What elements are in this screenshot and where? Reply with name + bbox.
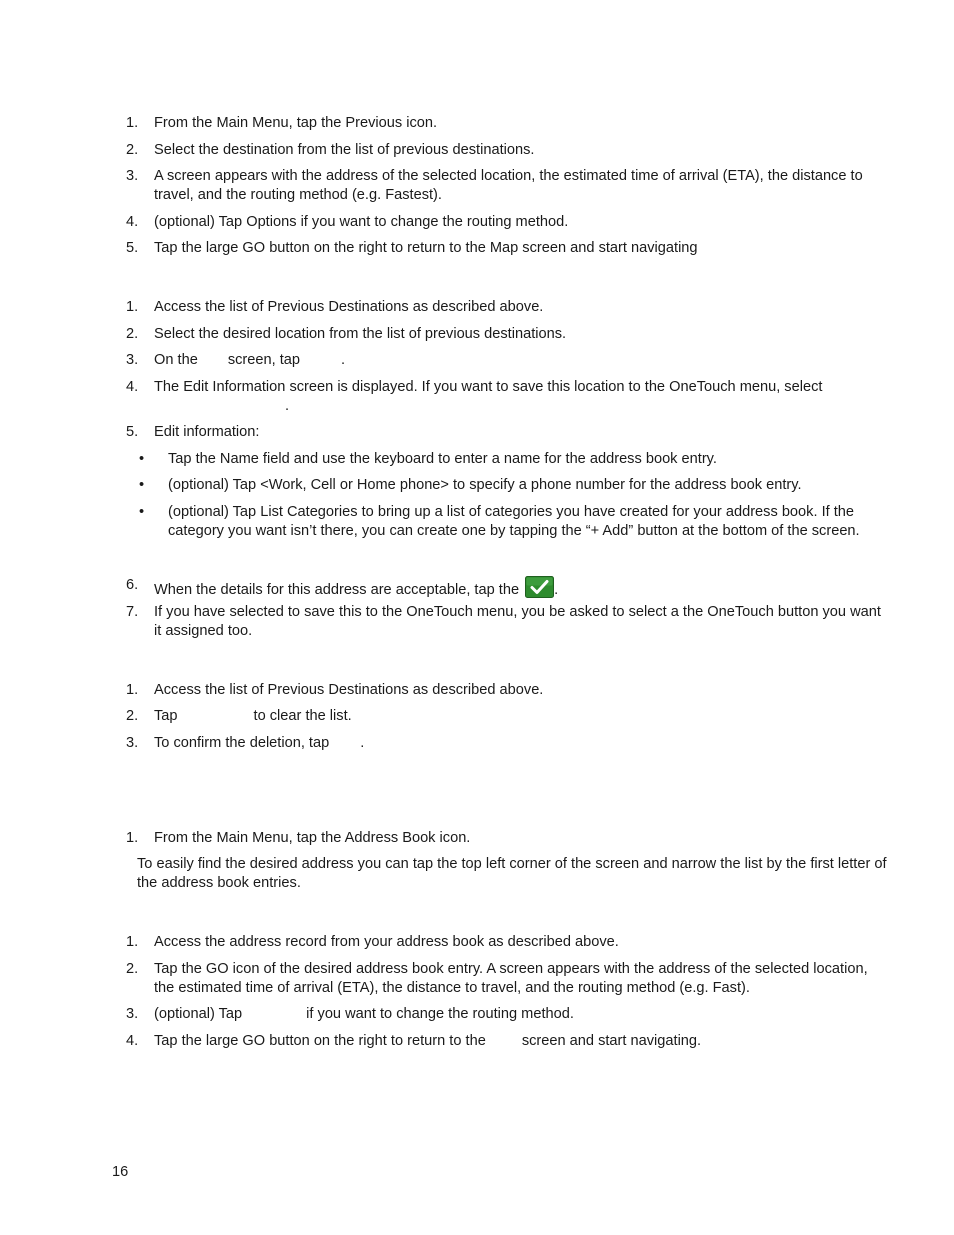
item-text-part: screen, tap: [227, 352, 301, 368]
item-text: From the Main Menu, tap the Previous icon.: [154, 115, 438, 131]
item-text: From the Main Menu, tap the Address Book icon.: [154, 830, 471, 846]
item-number: 2.: [126, 142, 139, 158]
item-text: [154, 734, 884, 753]
item-number: 1.: [126, 299, 139, 315]
item-number: 2.: [126, 708, 139, 724]
item-text-part: (optional) Tap: [154, 1006, 243, 1022]
item-number: 3.: [126, 735, 139, 751]
item-text-part: Tap: [154, 708, 178, 724]
item-text: A screen appears with the address of the selected location, the estimated time of arrival (ETA), the distance to travel, and the routing method (e.g. Fastest).: [154, 168, 863, 203]
item-text: Tap the GO icon of the desired address book entry. A screen appears with the address of the selected location, the estimated time of arrival (ETA), the distance to travel, and the routing method (e.g. Fast).: [154, 961, 868, 996]
item-text: (optional) Tap Options if you want to change the routing method.: [154, 214, 569, 230]
item-text: Select the destination from the list of previous destinations.: [154, 142, 535, 158]
item-number: 1.: [126, 115, 139, 131]
item-number: 3.: [126, 352, 139, 368]
item-text: Access the list of Previous Destinations as described above.: [154, 682, 544, 698]
bullet-mark: •: [139, 451, 145, 467]
bullet-mark: •: [139, 504, 145, 520]
item-number: 5.: [126, 240, 139, 256]
item-text: If you have selected to save this to the OneTouch menu, you be asked to select a the OneTouch button you want it assigned too.: [154, 604, 881, 639]
item-number: 1.: [126, 830, 139, 846]
item-text-part: To confirm the deletion, tap: [154, 735, 330, 751]
item-text: Select the desired location from the list of previous destinations.: [154, 326, 567, 342]
item-text: [154, 576, 884, 600]
page-number: 16: [112, 1164, 129, 1180]
item-number: 3.: [126, 1006, 139, 1022]
bullet-text: (optional) Tap List Categories to bring up a list of categories you have created for your address book. If the category you want isn’t there, you can create one by tapping the “+ Add” button at the bottom of the screen.: [168, 504, 860, 539]
item-text: [154, 707, 884, 726]
item-text-part: .: [360, 735, 365, 751]
item-number: 7.: [126, 604, 139, 620]
item-number: 2.: [126, 326, 139, 342]
item-text-end: .: [554, 582, 559, 598]
item-text: [154, 1005, 884, 1024]
item-text: [154, 351, 884, 370]
item-text: Access the address record from your address book as described above.: [154, 934, 619, 950]
item-text-part: Tap the large GO button on the right to return to the: [154, 1033, 486, 1049]
item-text-part: On the: [154, 352, 198, 368]
item-text-part: if you want to change the routing method.: [306, 1006, 574, 1022]
item-text: Edit information:: [154, 424, 260, 440]
item-text-part: to clear the list.: [253, 708, 352, 724]
item-text: Access the list of Previous Destinations as described above.: [154, 299, 544, 315]
bullet-text: (optional) Tap <Work, Cell or Home phone> to specify a phone number for the address book entry.: [168, 477, 802, 493]
item-text: [154, 1032, 884, 1051]
bullet-mark: •: [139, 477, 145, 493]
bullet-text: Tap the Name field and use the keyboard to enter a name for the address book entry.: [168, 451, 717, 467]
item-number: 4.: [126, 379, 139, 395]
item-text: Tap the large GO button on the right to return to the Map screen and start navigating: [154, 240, 698, 256]
item-number: 1.: [126, 682, 139, 698]
item-text-part: .: [341, 352, 346, 368]
item-number: 3.: [126, 168, 139, 184]
item-text-end: .: [285, 398, 290, 414]
item-text: The Edit Information screen is displayed. If you want to save this location to the OneTouch menu, select: [154, 379, 823, 395]
checkmark-icon: [525, 576, 554, 598]
item-text-part: When the details for this address are acceptable, tap the: [154, 582, 520, 598]
item-number: 5.: [126, 424, 139, 440]
item-number: 4.: [126, 1033, 139, 1049]
item-number: 6.: [126, 577, 139, 593]
item-text-part: screen and start navigating.: [521, 1033, 702, 1049]
item-number: 2.: [126, 961, 139, 977]
item-number: 4.: [126, 214, 139, 230]
note-paragraph: To easily find the desired address you can tap the top left corner of the screen and narrow the list by the first letter of the address book entries.: [137, 856, 887, 891]
item-number: 1.: [126, 934, 139, 950]
